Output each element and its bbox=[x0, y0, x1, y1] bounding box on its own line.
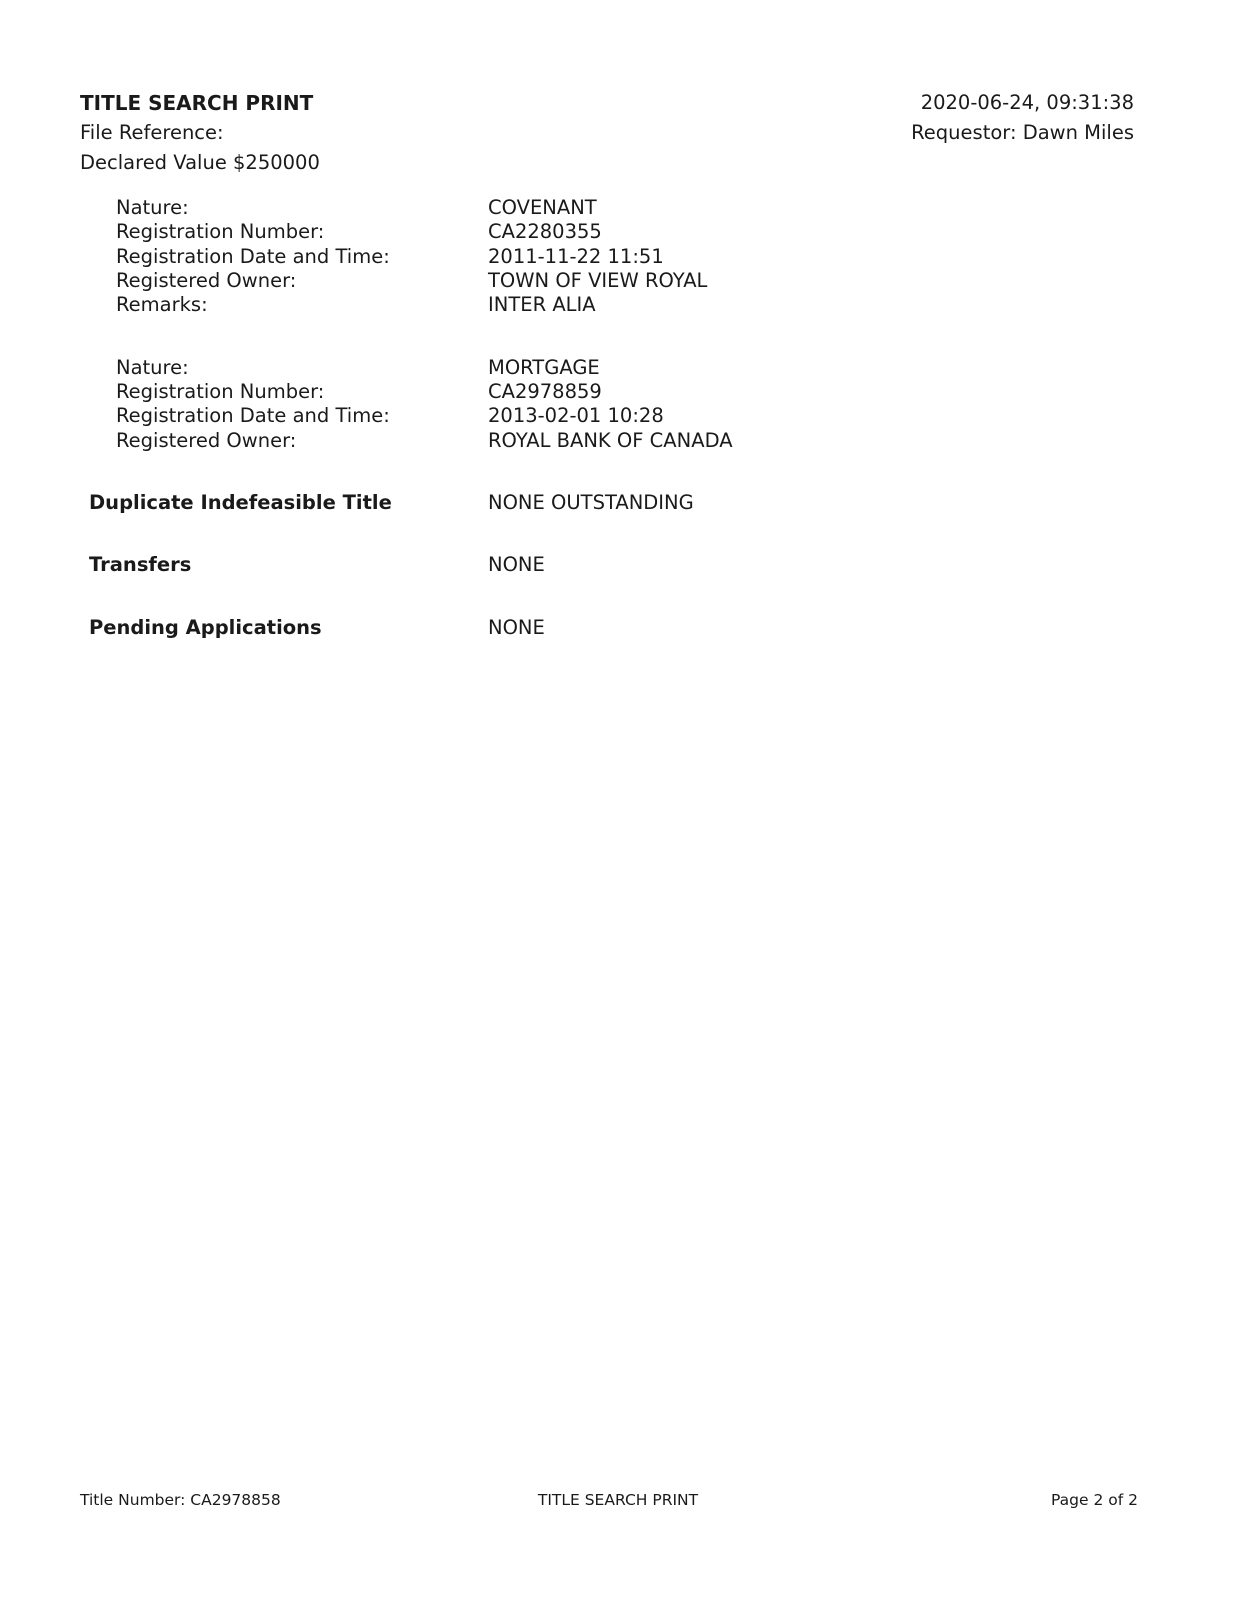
charge-row-registration-number bbox=[116, 220, 816, 245]
charge-value: CA2978859 bbox=[488, 380, 602, 403]
section-duplicate-indefeasible-title bbox=[89, 491, 789, 519]
charge-label: Registered Owner: bbox=[116, 429, 297, 452]
charge-value: MORTGAGE bbox=[488, 356, 600, 379]
charge-value: COVENANT bbox=[488, 196, 597, 219]
charge-value: CA2280355 bbox=[488, 220, 602, 243]
section-heading: Pending Applications bbox=[89, 616, 322, 639]
section-value: NONE OUTSTANDING bbox=[488, 491, 694, 514]
charge-label: Registered Owner: bbox=[116, 269, 297, 292]
charge-row-registration-date bbox=[116, 404, 816, 429]
charge-value: INTER ALIA bbox=[488, 293, 596, 316]
charge-label: Nature: bbox=[116, 196, 189, 219]
charge-label: Registration Number: bbox=[116, 220, 325, 243]
charge-value: 2011-11-22 11:51 bbox=[488, 245, 664, 268]
charge-label: Registration Date and Time: bbox=[116, 404, 390, 427]
declared-value: Declared Value $250000 bbox=[80, 151, 320, 174]
charge-value: TOWN OF VIEW ROYAL bbox=[488, 269, 708, 292]
charge-row-nature bbox=[116, 356, 816, 381]
search-datetime: 2020-06-24, 09:31:38 bbox=[920, 91, 1134, 114]
charge-label: Registration Date and Time: bbox=[116, 245, 390, 268]
charge-row-registered-owner bbox=[116, 429, 816, 454]
section-value: NONE bbox=[488, 616, 545, 639]
requestor: Requestor: Dawn Miles bbox=[911, 121, 1134, 144]
file-reference: File Reference: bbox=[80, 121, 224, 144]
document-title: TITLE SEARCH PRINT bbox=[80, 91, 314, 115]
section-transfers bbox=[89, 553, 789, 581]
charge-row-nature bbox=[116, 196, 816, 221]
footer-document-title: TITLE SEARCH PRINT bbox=[537, 1491, 699, 1509]
section-value: NONE bbox=[488, 553, 545, 576]
charge-label: Registration Number: bbox=[116, 380, 325, 403]
charge-row-registered-owner bbox=[116, 269, 816, 294]
footer-page-number: Page 2 of 2 bbox=[1051, 1491, 1138, 1509]
section-pending-applications bbox=[89, 616, 789, 644]
charge-row-registration-date bbox=[116, 245, 816, 270]
charge-label: Nature: bbox=[116, 356, 189, 379]
footer-title-number: Title Number: CA2978858 bbox=[80, 1491, 281, 1509]
charge-row-registration-number bbox=[116, 380, 816, 405]
charge-value: 2013-02-01 10:28 bbox=[488, 404, 664, 427]
charge-row-remarks bbox=[116, 293, 816, 318]
section-heading: Transfers bbox=[89, 553, 192, 576]
charge-label: Remarks: bbox=[116, 293, 208, 316]
charge-value: ROYAL BANK OF CANADA bbox=[488, 429, 733, 452]
section-heading: Duplicate Indefeasible Title bbox=[89, 491, 392, 514]
